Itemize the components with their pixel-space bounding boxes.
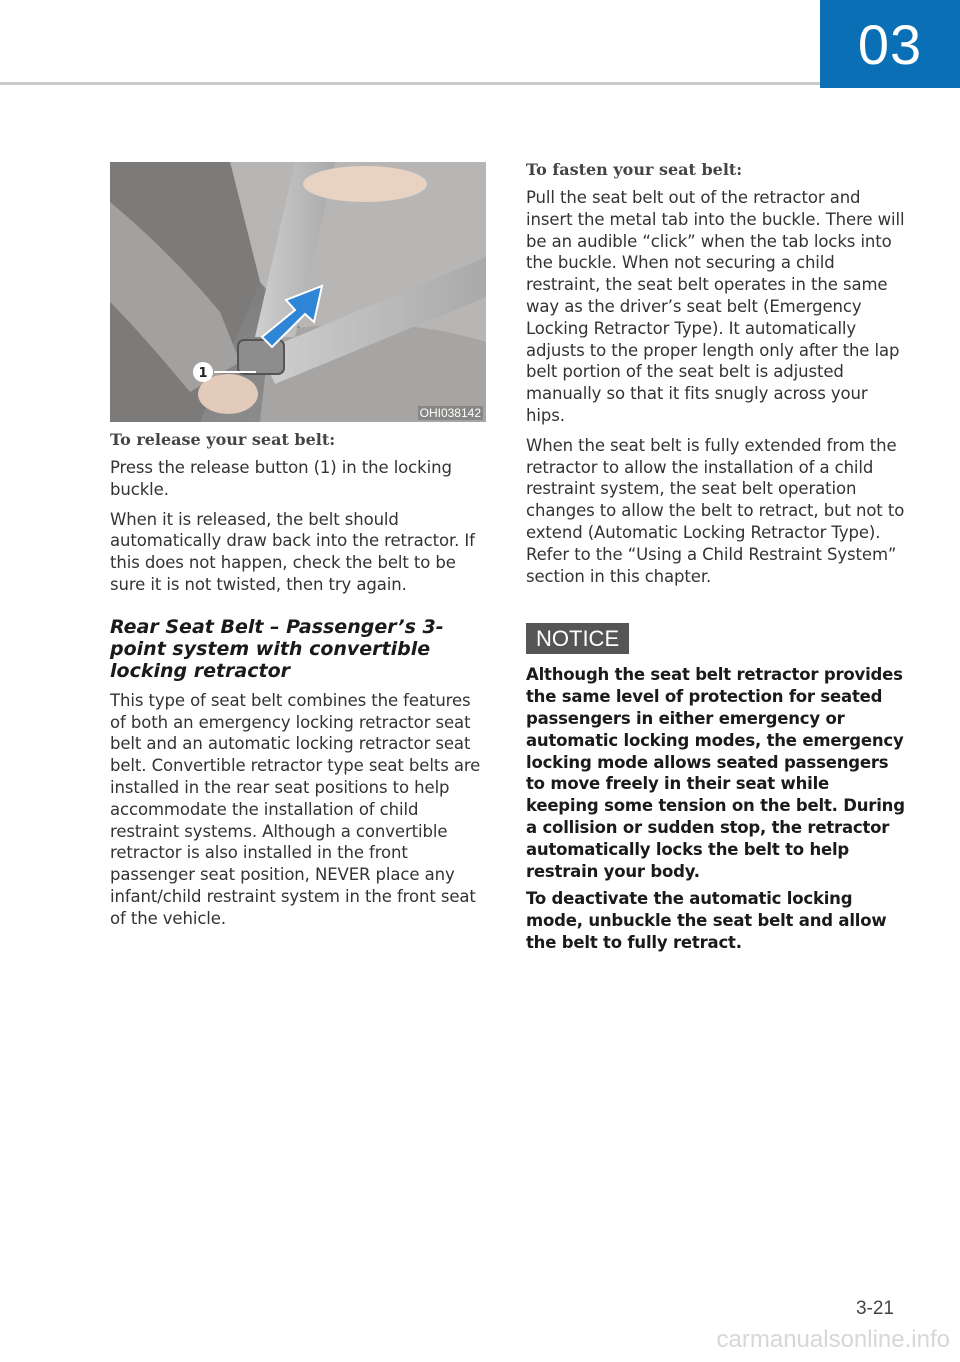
fasten-paragraph-2: When the seat belt is fully extended from the retractor to allow the installation of a child restraint system, the seat belt operation changes to allow the belt to retract, but not to extend (Automatic Locking Retractor Type). Refer to the “Using a Child Restraint System” section in this chapter.	[526, 435, 905, 586]
seat-belt-illustration	[110, 162, 486, 422]
right-column	[526, 160, 906, 960]
watermark: carmanualsonline.info	[716, 1326, 950, 1353]
fasten-paragraph-1: Pull the seat belt out of the retractor and insert the metal tab into the buckle. There will be an audible “click” when the tab locks into the buckle. When not securing a child restraint, the seat belt operates in the same way as the driver’s seat belt (Emergency Locking Retractor Type). It automatically adjusts to the proper length only after the lap belt portion of the seat belt is adjusted manually so that it fits snugly across your hips.	[526, 188, 905, 425]
notice-paragraph-2: To deactivate the automatic locking mode, unbuckle the seat belt and allow the belt to fully retract.	[526, 889, 887, 952]
callout-number: 1	[198, 366, 208, 381]
rear-seat-belt-heading: Rear Seat Belt – Passenger’s 3-point system with convertible locking retractor	[110, 615, 444, 682]
figure-id: OHI038142	[419, 406, 481, 420]
notice-paragraph-1: Although the seat belt retractor provides the same level of protection for seated passengers in either emergency or automatic locking modes, the emergency locking mode allows seated passengers to move freely in their seat while keeping some tension on the belt. During a collision or sudden stop, the retractor automatically locks the belt to help restrain your body.	[526, 665, 905, 881]
header-rule	[0, 82, 820, 85]
notice-badge: NOTICE	[526, 623, 629, 654]
chapter-number: 03	[857, 12, 923, 76]
left-column	[110, 430, 488, 938]
page-number: 3-21	[855, 1298, 894, 1319]
fasten-subhead: To fasten your seat belt:	[526, 160, 743, 179]
rear-seat-belt-paragraph: This type of seat belt combines the features of both an emergency locking retractor seat belt and an automatic locking retractor seat belt. Convertible retractor type seat belts are installed in the rear seat positions to help accommodate the installation of child restraint systems. Although a convertible retractor is also installed in the front passenger seat position, NEVER place any infant/child restraint system in the front seat of the vehicle.	[110, 690, 481, 928]
release-paragraph-2: When it is released, the belt should automatically draw back into the retractor. If this does not happen, check the belt to be sure it is not twisted, then try again.	[110, 509, 475, 594]
seat-belt-release-figure	[110, 162, 486, 422]
chapter-tab	[820, 0, 960, 88]
release-subhead: To release your seat belt:	[110, 430, 336, 449]
release-paragraph-1: Press the release button (1) in the locking buckle.	[110, 458, 452, 499]
